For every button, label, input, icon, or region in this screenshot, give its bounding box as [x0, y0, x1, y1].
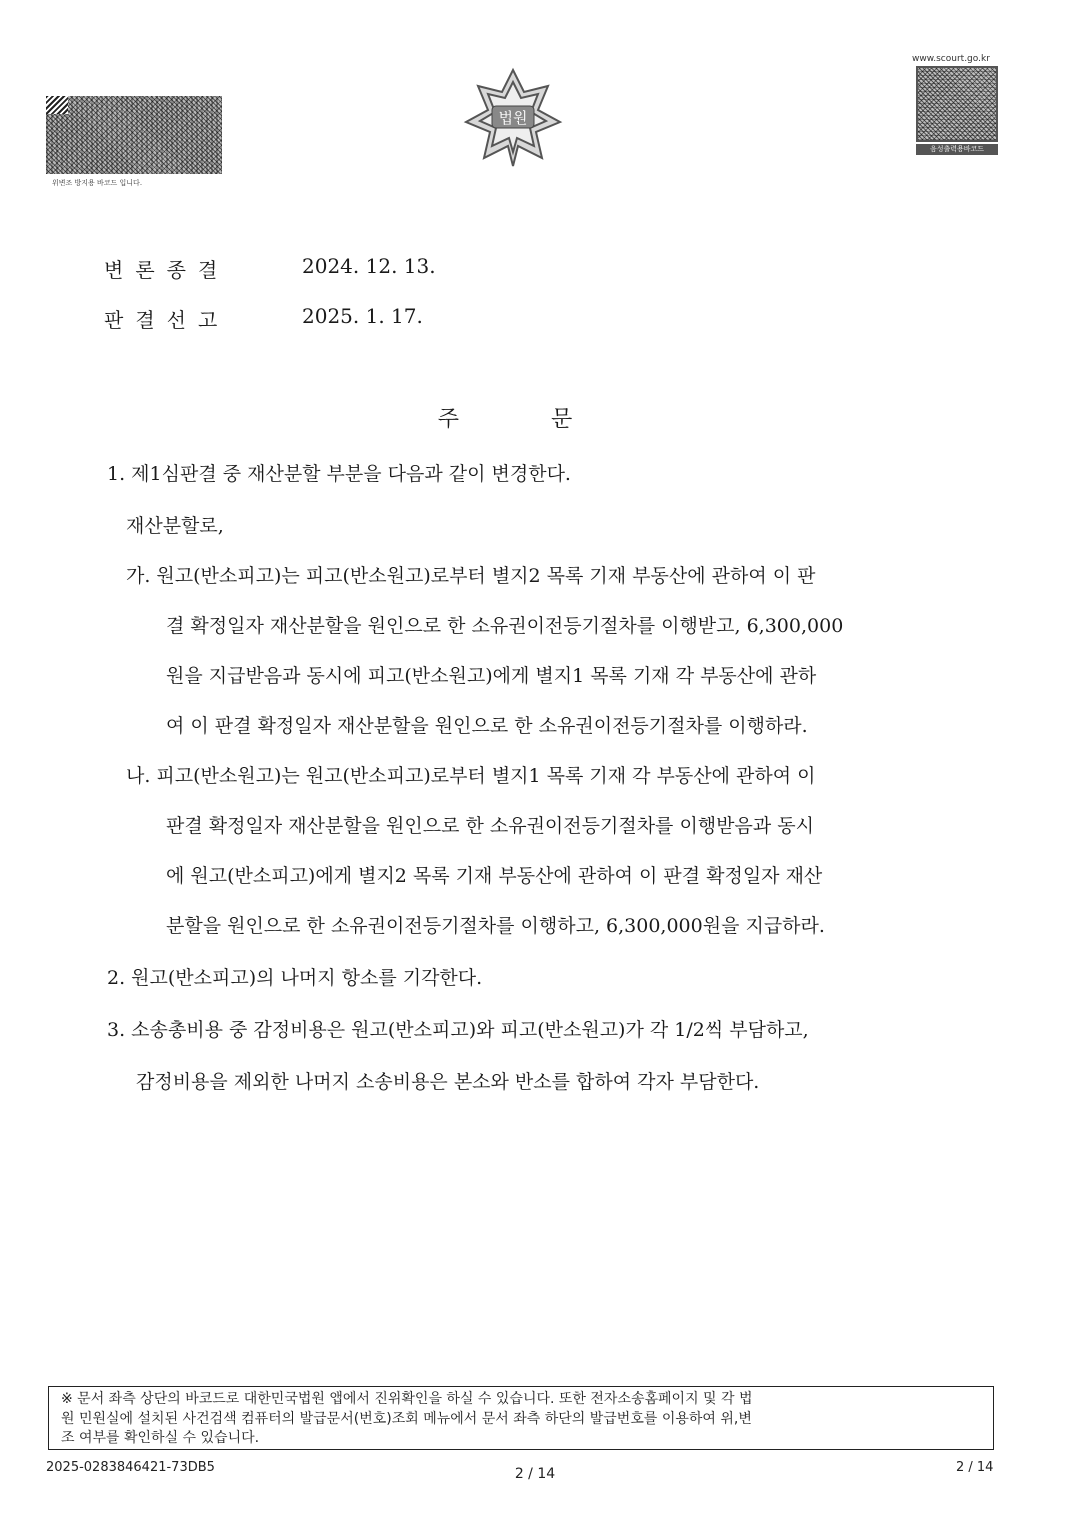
body-line: 1. 제1심판결 중 재산분할 부분을 다음과 같이 변경한다.: [107, 463, 571, 485]
emblem-text: 법원: [498, 109, 528, 127]
body-line: 결 확정일자 재산분할을 원인으로 한 소유권이전등기절차를 이행받고, 6,300,000: [166, 615, 844, 637]
heading-char-1: 주: [437, 407, 459, 432]
verification-notice: [48, 1386, 994, 1450]
verdict-label: 판결선고: [104, 308, 230, 332]
authenticity-barcode: [46, 96, 222, 174]
page-number-right: 2 / 14: [956, 1460, 994, 1475]
body-line: 3. 소송총비용 중 감정비용은 원고(반소피고)와 피고(반소원고)가 각 1/2씩 부담하고,: [107, 1019, 809, 1041]
closing-label: 변론종결: [104, 258, 230, 282]
issue-number: 2025-0283846421-73DB5: [46, 1460, 215, 1475]
voice-output-barcode: [916, 66, 998, 142]
authenticity-barcode-caption: 위변조 방지용 바코드 입니다.: [52, 179, 143, 187]
body-line: 2. 원고(반소피고)의 나머지 항소를 기각한다.: [107, 967, 483, 989]
body-line: 재산분할로,: [126, 515, 224, 537]
notice-line: 원 민원실에 설치된 사건검색 컴퓨터의 발급문서(번호)조회 메뉴에서 문서 좌측 하단의 발급번호를 이용하여 위,변: [61, 1410, 752, 1427]
notice-line: 조 여부를 확인하실 수 있습니다.: [61, 1430, 260, 1446]
body-line: 판결 확정일자 재산분할을 원인으로 한 소유권이전등기절차를 이행받음과 동시: [166, 815, 814, 837]
body-line: 분할을 원인으로 한 소유권이전등기절차를 이행하고, 6,300,000원을 지급하라.: [166, 915, 825, 937]
body-line: 감정비용을 제외한 나머지 소송비용은 본소와 반소를 합하여 각자 부담한다.: [136, 1071, 760, 1093]
body-line: 여 이 판결 확정일자 재산분할을 원인으로 한 소유권이전등기절차를 이행하라.: [166, 715, 808, 737]
body-line: 원을 지급받음과 동시에 피고(반소원고)에게 별지1 목록 기재 각 부동산에 관하: [166, 665, 817, 687]
body-line: 나. 피고(반소원고)는 원고(반소피고)로부터 별지1 목록 기재 각 부동산에 관하여 이: [126, 765, 816, 787]
order-heading: [0, 402, 1010, 433]
body-line: 에 원고(반소피고)에게 별지2 목록 기재 부동산에 관하여 이 판결 확정일자 재산: [166, 865, 823, 887]
body-line: 가. 원고(반소피고)는 피고(반소원고)로부터 별지2 목록 기재 부동산에 관하여 이 판: [126, 565, 816, 587]
verdict-date: 2025. 1. 17.: [302, 304, 423, 328]
voice-output-barcode-caption: 음성출력용바코드: [916, 144, 998, 155]
court-url: www.scourt.go.kr: [912, 54, 990, 64]
closing-date: 2024. 12. 13.: [302, 254, 436, 278]
notice-line: ※ 문서 좌측 상단의 바코드로 대한민국법원 앱에서 진위확인을 하실 수 있습니다. 또한 전자소송홈페이지 및 각 법: [61, 1391, 753, 1407]
heading-char-2: 문: [551, 407, 573, 432]
page-number-center: 2 / 14: [514, 1466, 556, 1482]
court-emblem-icon: [458, 66, 568, 170]
